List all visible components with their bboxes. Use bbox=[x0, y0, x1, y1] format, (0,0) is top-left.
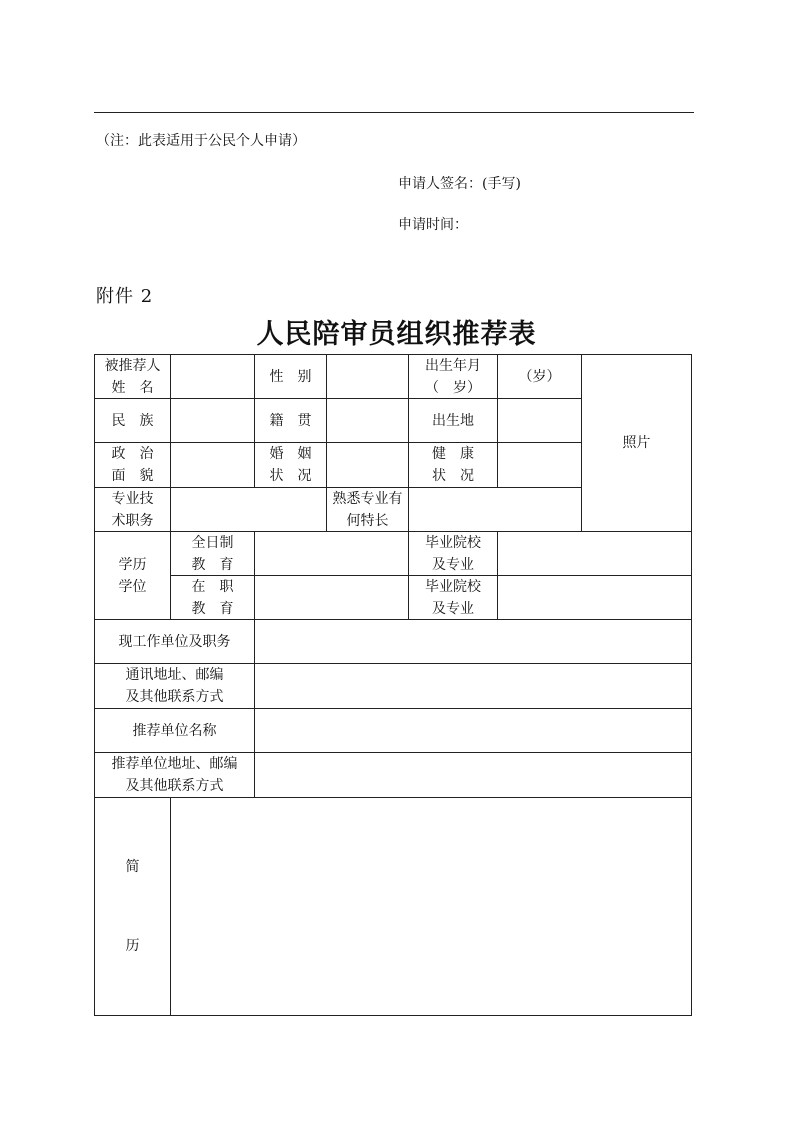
specialty-label: 熟悉专业有 何特长 bbox=[327, 488, 409, 532]
education-label: 学历 学位 bbox=[94, 532, 171, 620]
origin-field[interactable] bbox=[327, 399, 409, 443]
parttime-education-label: 在 职 教 育 bbox=[171, 576, 255, 620]
birth-field[interactable]: （岁） bbox=[498, 354, 582, 399]
title-field[interactable] bbox=[171, 488, 327, 532]
recommender-name-field[interactable] bbox=[255, 709, 692, 753]
name-label: 被推荐人 姓 名 bbox=[94, 354, 171, 399]
form-note: （注：此表适用于公民个人申请） bbox=[96, 133, 306, 149]
page-title: 人民陪审员组织推荐表 bbox=[256, 319, 537, 350]
signature-label: 申请人签名：(手写) bbox=[398, 176, 521, 192]
contact-label: 通讯地址、邮编 及其他联系方式 bbox=[94, 664, 255, 709]
political-label: 政 治 面 貌 bbox=[94, 443, 171, 488]
marital-label: 婚 姻 状 况 bbox=[255, 443, 327, 488]
birth-label: 出生年月 （ 岁） bbox=[409, 354, 498, 399]
specialty-field[interactable] bbox=[409, 488, 582, 532]
fulltime-education-field[interactable] bbox=[255, 532, 409, 576]
resume-label bbox=[94, 798, 171, 1016]
recommender-contact-field[interactable] bbox=[255, 753, 692, 798]
parttime-school-field[interactable] bbox=[498, 576, 692, 620]
health-field[interactable] bbox=[498, 443, 582, 488]
attachment-label: 附件 2 bbox=[96, 286, 154, 307]
photo-box: 照片 bbox=[582, 354, 692, 532]
birthplace-label: 出生地 bbox=[409, 399, 498, 443]
political-field[interactable] bbox=[171, 443, 255, 488]
resume-label-char-2: 历 bbox=[125, 938, 140, 955]
health-label: 健 康 状 况 bbox=[409, 443, 498, 488]
resume-label-char-1: 简 bbox=[125, 858, 140, 875]
parttime-school-label: 毕业院校 及专业 bbox=[409, 576, 498, 620]
ethnicity-field[interactable] bbox=[171, 399, 255, 443]
marital-field[interactable] bbox=[327, 443, 409, 488]
workplace-label: 现工作单位及职务 bbox=[94, 620, 255, 664]
fulltime-school-label: 毕业院校 及专业 bbox=[409, 532, 498, 576]
workplace-field[interactable] bbox=[255, 620, 692, 664]
recommender-name-label: 推荐单位名称 bbox=[94, 709, 255, 753]
recommender-contact-label: 推荐单位地址、邮编 及其他联系方式 bbox=[94, 753, 255, 798]
name-field[interactable] bbox=[171, 354, 255, 399]
gender-label: 性 别 bbox=[255, 354, 327, 399]
top-rule bbox=[94, 112, 694, 113]
gender-field[interactable] bbox=[327, 354, 409, 399]
fulltime-education-label: 全日制 教 育 bbox=[171, 532, 255, 576]
parttime-education-field[interactable] bbox=[255, 576, 409, 620]
resume-field[interactable] bbox=[171, 798, 692, 1016]
application-date-label: 申请时间： bbox=[398, 217, 468, 233]
origin-label: 籍 贯 bbox=[255, 399, 327, 443]
title-label: 专业技 术职务 bbox=[94, 488, 171, 532]
contact-field[interactable] bbox=[255, 664, 692, 709]
ethnicity-label: 民 族 bbox=[94, 399, 171, 443]
birthplace-field[interactable] bbox=[498, 399, 582, 443]
fulltime-school-field[interactable] bbox=[498, 532, 692, 576]
